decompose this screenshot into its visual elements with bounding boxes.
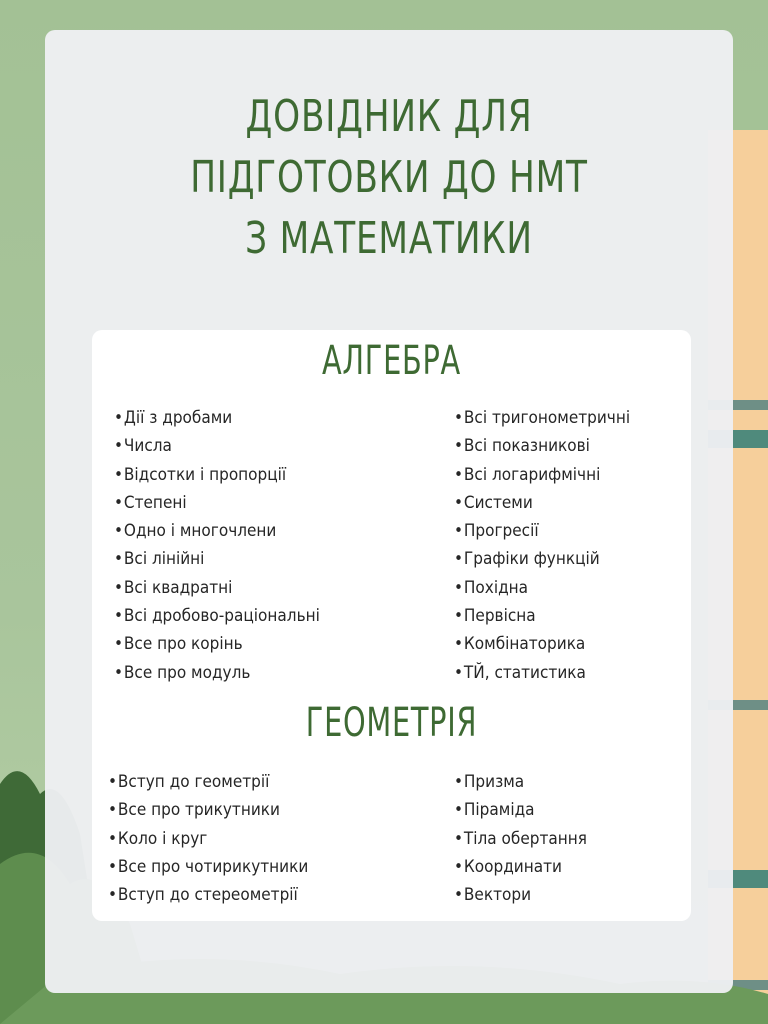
list-item: • Відсотки і пропорції [114, 461, 320, 489]
list-item: • Всі тригонометричні [454, 404, 630, 432]
list-item: • ТЙ, статистика [454, 659, 630, 687]
list-item: • Все про модуль [114, 659, 320, 687]
list-item: • Графіки функцій [454, 545, 630, 573]
geometry-heading: ГЕОМЕТРІЯ [305, 700, 478, 746]
algebra-heading: АЛГЕБРА [321, 338, 461, 384]
list-item: • Числа [114, 432, 320, 460]
list-item: • Одно і многочлени [114, 517, 320, 545]
list-item: • Піраміда [454, 796, 587, 824]
list-item: • Координати [454, 853, 587, 881]
list-item: • Всі дробово-раціональні [114, 602, 320, 630]
list-item: • Всі лінійні [114, 545, 320, 573]
list-item: • Вектори [454, 881, 587, 909]
title-line: З МАТЕМАТИКИ [245, 213, 533, 264]
geometry-left-list [108, 768, 331, 909]
list-item: • Все про корінь [114, 630, 320, 658]
list-item: • Коло і круг [108, 825, 308, 853]
list-item: • Вступ до стереометрії [108, 881, 308, 909]
list-item: • Тіла обертання [454, 825, 587, 853]
list-item: • Степені [114, 489, 320, 517]
algebra-left-list [114, 404, 343, 687]
list-item: • Прогресії [454, 517, 630, 545]
list-item: • Призма [454, 768, 587, 796]
topics-panel [92, 330, 691, 921]
title-line: ПІДГОТОВКИ ДО НМТ [190, 152, 588, 203]
list-item: • Всі логарифмічні [454, 461, 630, 489]
list-item: • Дії з дробами [114, 404, 320, 432]
list-item: • Системи [454, 489, 630, 517]
list-item: • Похідна [454, 574, 630, 602]
list-item: • Вступ до геометрії [108, 768, 308, 796]
page-title [121, 86, 658, 269]
title-line: ДОВІДНИК ДЛЯ [245, 91, 533, 142]
list-item: • Всі квадратні [114, 574, 320, 602]
list-item: • Все про трикутники [108, 796, 308, 824]
algebra-right-list [454, 404, 650, 687]
list-item: • Комбінаторика [454, 630, 630, 658]
list-item: • Всі показникові [454, 432, 630, 460]
list-item: • Первісна [454, 602, 630, 630]
handbook-card [45, 30, 733, 993]
list-item: • Все про чотирикутники [108, 853, 308, 881]
geometry-right-list [454, 768, 602, 909]
